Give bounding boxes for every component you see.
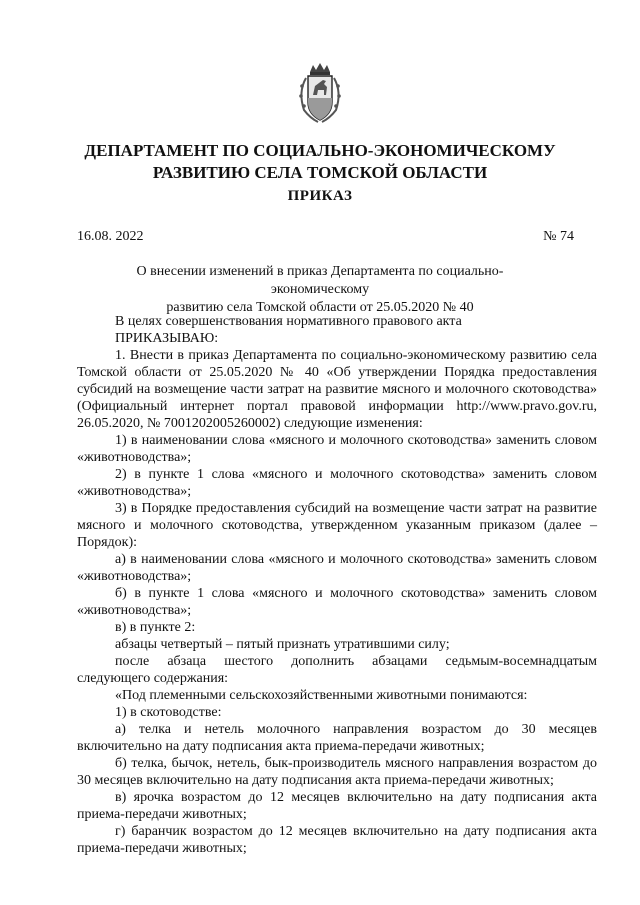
order-subject	[90, 263, 550, 317]
order-body	[77, 313, 597, 857]
document-type-title: ПРИКАЗ	[287, 188, 353, 204]
body-paragraph: 1) в наименовании слова «мясного и молочного скотоводства» заменить словом «животноводства»;	[77, 433, 597, 465]
subject-line-1: О внесении изменений в приказ Департамента по социально-экономическому	[136, 264, 504, 297]
body-paragraph: б) в пункте 1 слова «мясного и молочного скотоводства» заменить словом «животноводства»;	[77, 586, 597, 618]
body-paragraph: 1) в скотоводстве:	[115, 705, 222, 720]
body-paragraph: г) баранчик возрастом до 12 месяцев включительно на дату подписания акта приема-передачи животных;	[77, 824, 597, 856]
body-paragraph: в) ярочка возрастом до 12 месяцев включительно на дату подписания акта приема-передачи животных;	[77, 790, 597, 822]
order-number: № 74	[543, 229, 574, 244]
body-paragraph: 1. Внести в приказ Департамента по социально-экономическому развитию села Томской области от 25.05.2020 № 40 «Об утверждении Порядка предоставления субсидий на возмещение части затрат на развитие мясного и молочного скотоводства» (Официальный интернет портал правовой информации http://www.pravo.gov.ru, 26.05.2020, № 7001202005260002) следующие изменения:	[77, 348, 597, 431]
department-line-1: ДЕПАРТАМЕНТ ПО СОЦИАЛЬНО-ЭКОНОМИЧЕСКОМУ	[84, 141, 556, 160]
department-line-2: РАЗВИТИЮ СЕЛА ТОМСКОЙ ОБЛАСТИ	[152, 163, 488, 182]
subject-line-2: развитию села Томской области от 25.05.2020 № 40	[166, 300, 474, 315]
body-paragraph: а) в наименовании слова «мясного и молочного скотоводства» заменить словом «животноводства»;	[77, 552, 597, 584]
body-paragraph: абзацы четвертый – пятый признать утратившими силу;	[115, 637, 450, 652]
body-paragraph: б) телка, бычок, нетель, бык-производитель мясного направления возрастом до 30 месяцев включительно на дату подписания акта приема-передачи животных;	[77, 756, 597, 788]
body-paragraph: 2) в пункте 1 слова «мясного и молочного скотоводства» заменить словом «животноводства»;	[77, 467, 597, 499]
body-paragraph: а) телка и нетель молочного направления возрастом до 30 месяцев включительно на дату подписания акта приема-передачи животных;	[77, 722, 597, 754]
body-paragraph: после абзаца шестого дополнить абзацами седьмым-восемнадцатым следующего содержания:	[77, 654, 597, 686]
body-paragraph: 3) в Порядке предоставления субсидий на возмещение части затрат на развитие мясного и молочного скотоводства, утвержденном указанным приказом (далее – Порядок):	[77, 501, 597, 550]
department-name	[60, 140, 580, 184]
body-paragraph: В целях совершенствования нормативного правового акта	[115, 314, 462, 329]
body-paragraph: «Под племенными сельскохозяйственными животными понимаются:	[115, 688, 528, 703]
body-paragraph: в) в пункте 2:	[115, 620, 196, 635]
body-paragraph: ПРИКАЗЫВАЮ:	[115, 331, 219, 346]
order-date: 16.08. 2022	[77, 229, 144, 244]
coat-of-arms-icon	[296, 62, 344, 124]
